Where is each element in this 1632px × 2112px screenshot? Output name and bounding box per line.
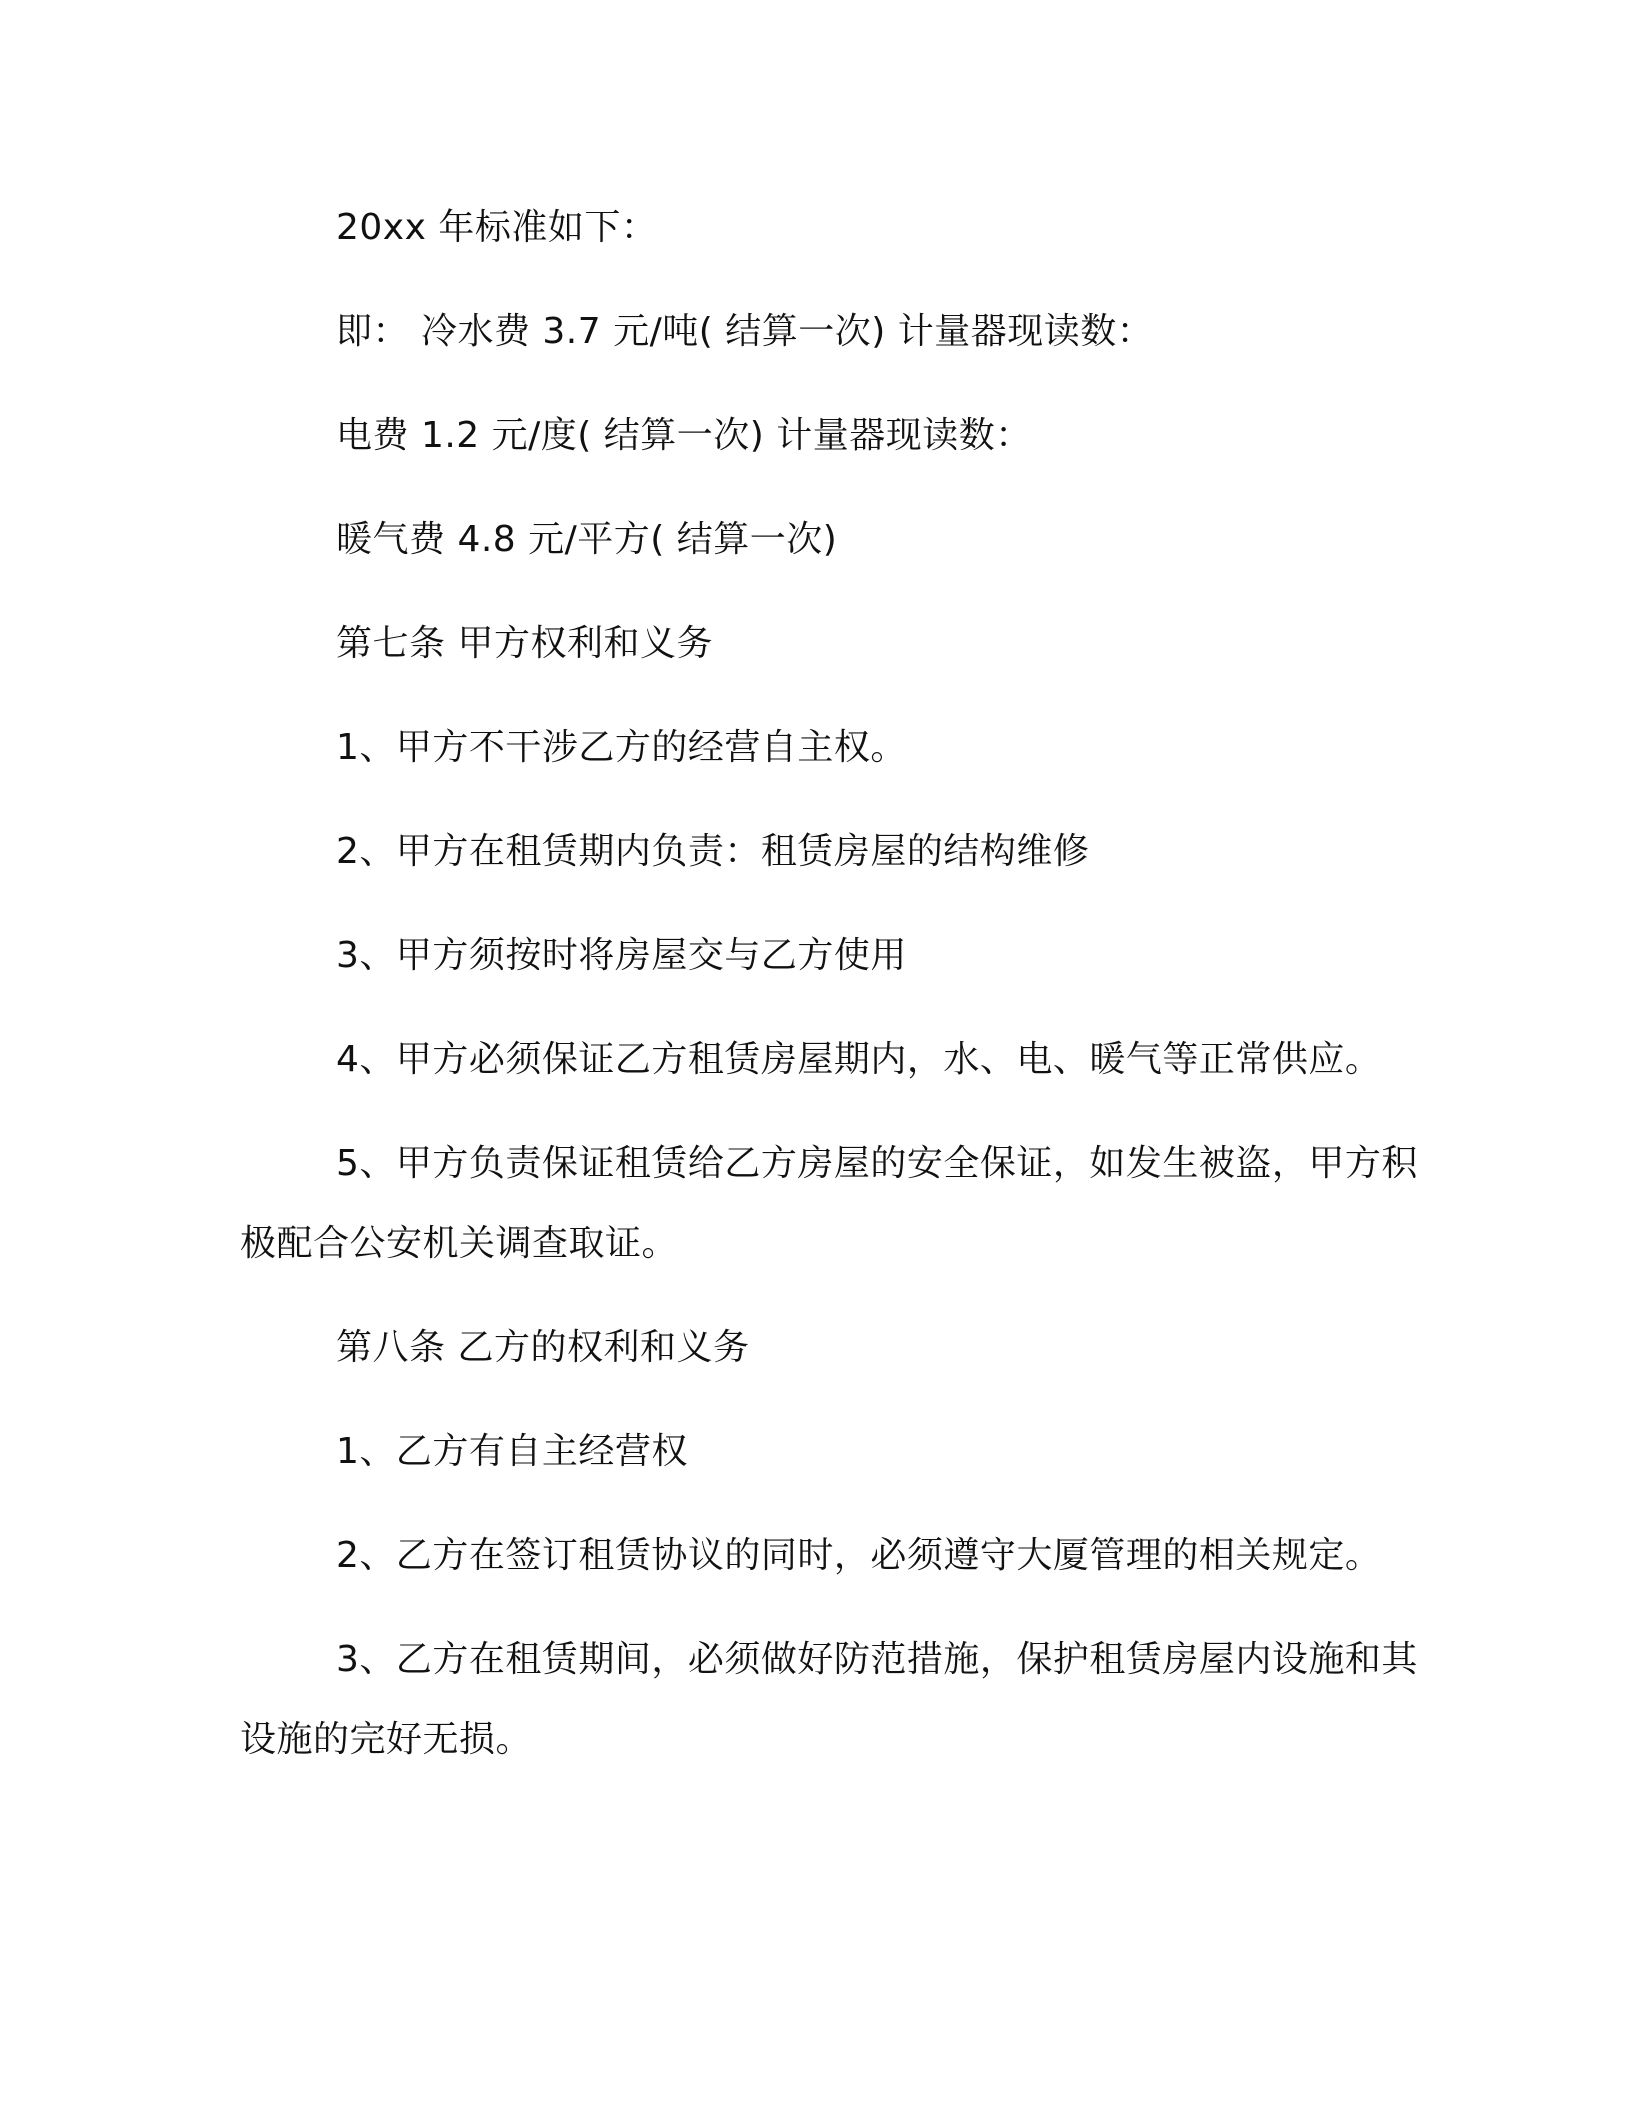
article-8-item-1: 1、乙方有自主经营权 xyxy=(336,1431,688,1472)
article-7-item-1: 1、甲方不干涉乙方的经营自主权。 xyxy=(336,727,907,768)
article-7-heading: 第七条 甲方权利和义务 xyxy=(336,623,713,664)
paragraph-electricity-fee: 电费 1.2 元/度( 结算一次) 计量器现读数： xyxy=(336,415,1032,456)
article-7-item-5: 5、甲方负责保证租赁给乙方房屋的安全保证，如发生被盗，甲方积极配合公安机关调查取证。 xyxy=(240,1143,1418,1264)
article-7-item-4: 4、甲方必须保证乙方租赁房屋期内，水、电、暖气等正常供应。 xyxy=(336,1039,1382,1080)
article-8-heading: 第八条 乙方的权利和义务 xyxy=(336,1327,750,1368)
paragraph-heating-fee: 暖气费 4.8 元/平方( 结算一次) xyxy=(336,519,838,560)
article-8-item-2: 2、乙方在签订租赁协议的同时，必须遵守大厦管理的相关规定。 xyxy=(336,1535,1382,1576)
article-8-item-3: 3、乙方在租赁期间，必须做好防范措施，保护租赁房屋内设施和其设施的完好无损。 xyxy=(240,1639,1418,1760)
paragraph-water-fee: 即： 冷水费 3.7 元/吨( 结算一次) 计量器现读数： xyxy=(336,311,1154,352)
document-body xyxy=(240,188,1420,1804)
paragraph-fee-standard-heading: 20xx 年标准如下： xyxy=(336,207,658,248)
article-7-item-3: 3、甲方须按时将房屋交与乙方使用 xyxy=(336,935,907,976)
article-7-item-2: 2、甲方在租赁期内负责：租赁房屋的结构维修 xyxy=(336,831,1090,872)
